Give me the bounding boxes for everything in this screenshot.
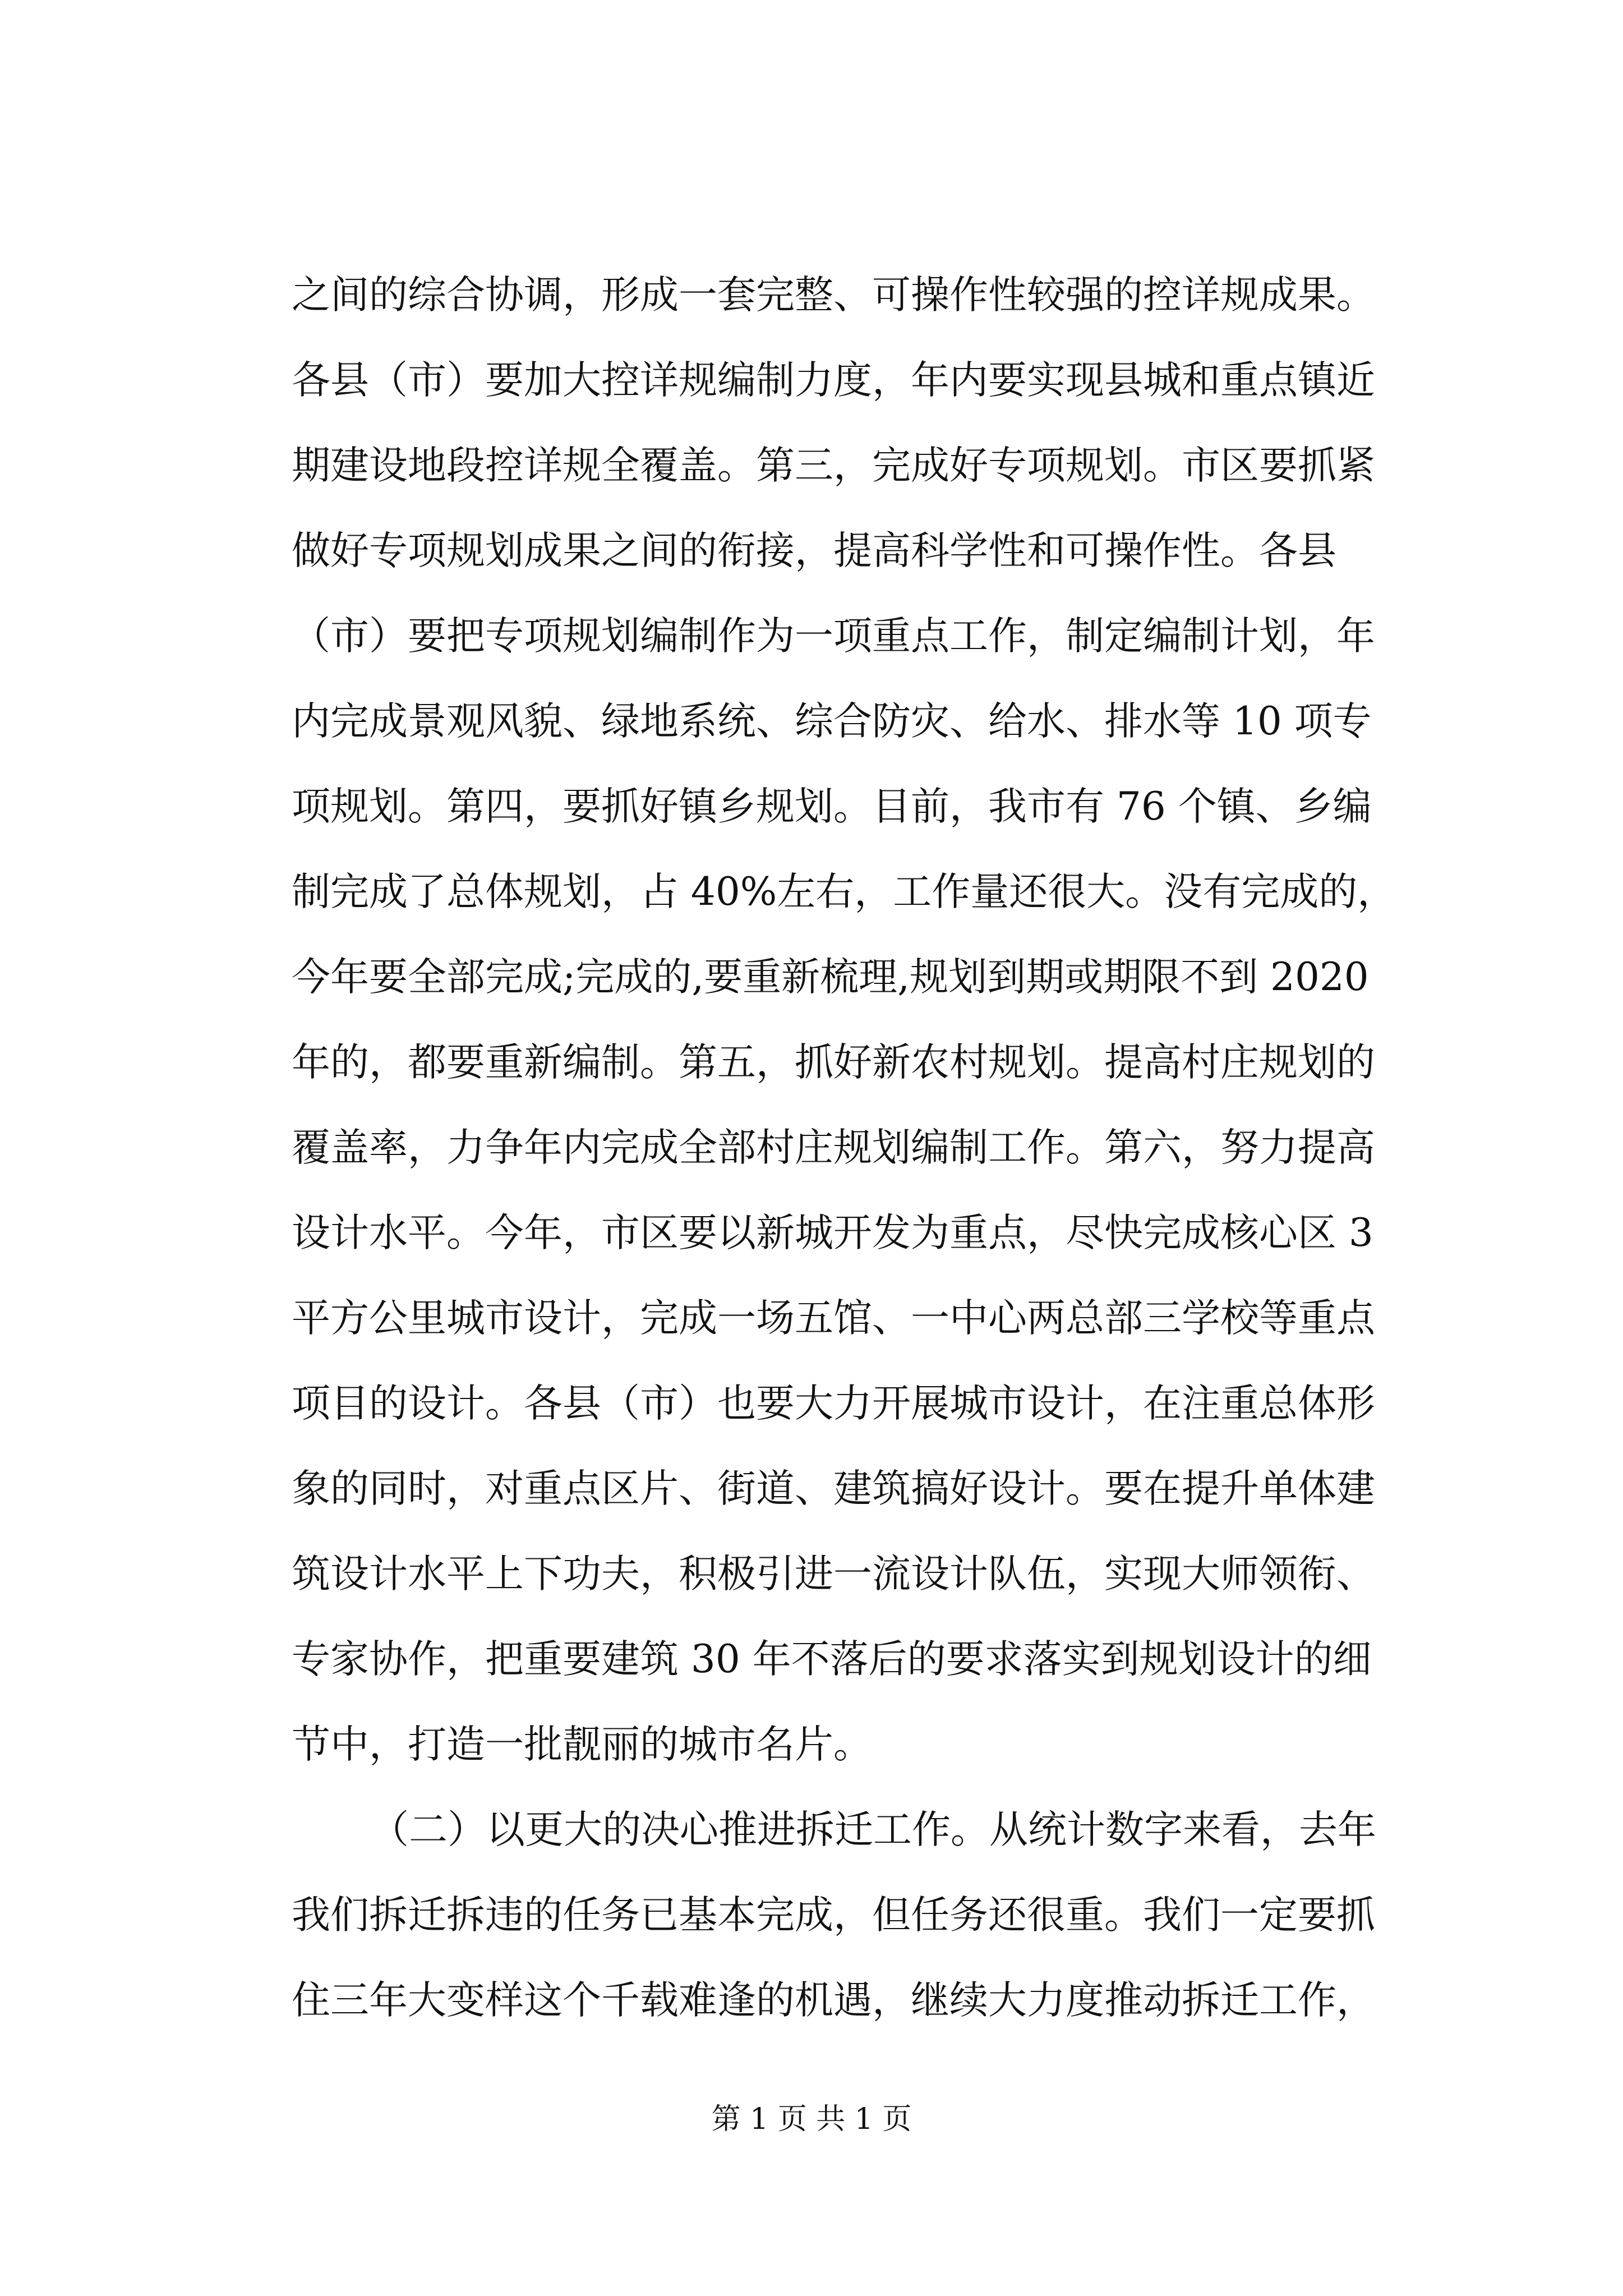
body-text [292,252,1396,2043]
text-line: 节中，打造一批靓丽的城市名片。 [292,1722,872,1767]
text-line: 项规划。第四，要抓好镇乡规划。目前，我市有 76 个镇、乡编 [292,784,1372,829]
text-line: 覆盖率，力争年内完成全部村庄规划编制工作。第六，努力提高 [292,1125,1375,1170]
text-line: 平方公里城市设计，完成一场五馆、一中心两总部三学校等重点 [292,1296,1375,1341]
text-line: 我们拆迁拆违的任务已基本完成，但任务还很重。我们一定要抓 [292,1893,1375,1938]
page-footer: 第 1 页 共 1 页 [711,2102,912,2136]
text-line: 专家协作，把重要建筑 30 年不落后的要求落实到规划设计的细 [292,1637,1372,1682]
text-line: 住三年大变样这个千载难逢的机遇，继续大力度推动拆迁工作， [292,1978,1375,2023]
text-line: 今年要全部完成;完成的,要重新梳理,规划到期或期限不到 2020 [292,955,1369,1000]
text-line: 做好专项规划成果之间的衔接，提高科学性和可操作性。各县 [292,528,1336,573]
text-line: 筑设计水平上下功夫，积极引进一流设计队伍，实现大师领衔、 [292,1552,1375,1596]
text-line: 项目的设计。各县（市）也要大力开展城市设计，在注重总体形 [292,1381,1375,1426]
text-line: 设计水平。今年，市区要以新城开发为重点，尽快完成核心区 3 [292,1211,1373,1255]
text-line: 内完成景观风貌、绿地系统、综合防灾、给水、排水等 10 项专 [292,699,1372,744]
text-line: 各县（市）要加大控详规编制力度，年内要实现县城和重点镇近 [292,358,1375,403]
text-line: 制完成了总体规划，占 40%左右，工作量还很大。没有完成的， [292,869,1396,914]
text-line: 年的，都要重新编制。第五，抓好新农村规划。提高村庄规划的 [292,1040,1375,1085]
text-line: 之间的综合协调，形成一套完整、可操作性较强的控详规成果。 [292,273,1375,318]
text-line: 象的同时，对重点区片、街道、建筑搞好设计。要在提升单体建 [292,1466,1375,1511]
text-line: （市）要把专项规划编制作为一项重点工作，制定编制计划，年 [292,614,1375,659]
text-line: 期建设地段控详规全覆盖。第三，完成好专项规划。市区要抓紧 [292,443,1375,488]
text-line: （二）以更大的决心推进拆迁工作。从统计数字来看，去年 [370,1807,1376,1852]
